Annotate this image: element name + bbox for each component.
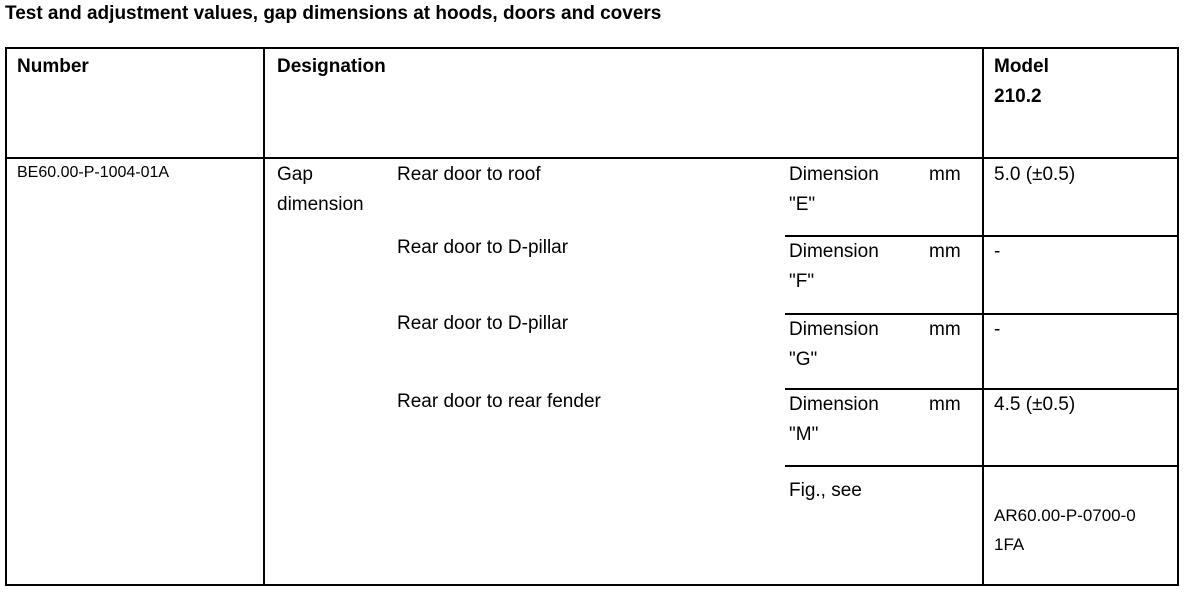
row-dimension-letter: "M" [789, 424, 819, 445]
row-dimension: Dimension [789, 394, 879, 415]
row-unit: mm [929, 319, 961, 340]
row-value: - [994, 241, 1001, 262]
row-dimension-letter: "E" [789, 194, 816, 215]
row-location: Rear door to rear fender [397, 391, 601, 412]
spec-table [5, 47, 1179, 586]
figure-ref-value: AR60.00-P-0700-0 [994, 506, 1136, 525]
row-value: - [994, 319, 1001, 340]
header-model-code: 210.2 [994, 86, 1042, 107]
row-dimension-letter: "F" [789, 271, 815, 292]
row-unit: mm [929, 164, 961, 185]
column-divider-number [263, 49, 265, 584]
document-number: BE60.00-P-1004-01A [17, 164, 170, 181]
figure-ref-value-cont: 1FA [994, 535, 1025, 554]
header-model: Model [994, 56, 1049, 77]
row-unit: mm [929, 394, 961, 415]
header-number: Number [17, 56, 89, 77]
row-value: 5.0 (±0.5) [994, 164, 1076, 185]
row-unit: mm [929, 241, 961, 262]
row-dimension: Dimension [789, 164, 879, 185]
row-location: Rear door to roof [397, 164, 541, 185]
figure-ref-label: Fig., see [789, 480, 862, 501]
row-location: Rear door to D-pillar [397, 313, 569, 334]
group-label: Gap [277, 164, 313, 185]
row-dimension: Dimension [789, 241, 879, 262]
page-title: Test and adjustment values, gap dimensions at hoods, doors and covers [5, 3, 662, 24]
header-designation: Designation [277, 56, 386, 77]
row-dimension-letter: "G" [789, 349, 818, 370]
row-divider-4 [785, 465, 1177, 467]
row-value: 4.5 (±0.5) [994, 394, 1076, 415]
row-dimension: Dimension [789, 319, 879, 340]
row-location: Rear door to D-pillar [397, 237, 569, 258]
column-divider-model [982, 49, 984, 584]
group-label-cont: dimension [277, 194, 364, 215]
header-divider [7, 157, 1177, 159]
